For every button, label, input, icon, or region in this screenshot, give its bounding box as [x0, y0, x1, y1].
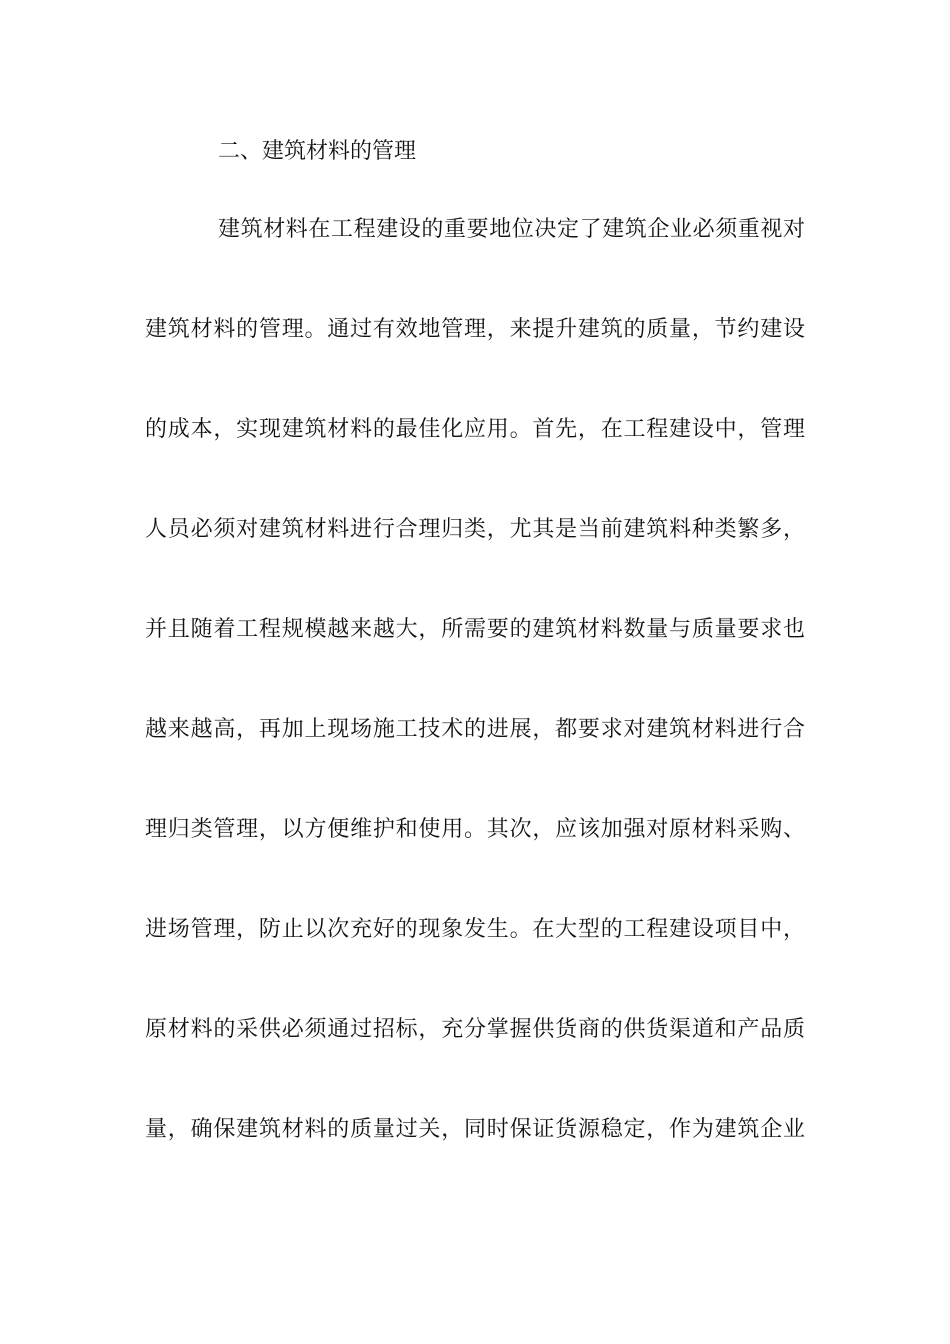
paragraph-line: 越来越高，再加上现场施工技术的进展，都要求对建筑材料进行合 — [145, 717, 805, 742]
body-paragraph — [145, 214, 805, 1214]
paragraph-line: 原材料的采供必须通过招标，充分掌握供货商的供货渠道和产品质 — [145, 1017, 805, 1042]
paragraph-line: 建筑材料在工程建设的重要地位决定了建筑企业必须重视对 — [218, 217, 805, 242]
paragraph-line: 建筑材料的管理。通过有效地管理，来提升建筑的质量，节约建设 — [145, 317, 805, 342]
paragraph-line: 并且随着工程规模越来越大，所需要的建筑材料数量与质量要求也 — [145, 617, 805, 642]
paragraph-line: 的成本，实现建筑材料的最佳化应用。首先，在工程建设中，管理 — [145, 417, 805, 442]
paragraph-line: 人员必须对建筑材料进行合理归类，尤其是当前建筑料种类繁多， — [145, 517, 805, 542]
paragraph-line: 进场管理，防止以次充好的现象发生。在大型的工程建设项目中， — [145, 917, 805, 942]
paragraph-line: 量，确保建筑材料的质量过关，同时保证货源稳定，作为建筑企业 — [145, 1117, 805, 1142]
section-heading: 二、建筑材料的管理 — [218, 139, 417, 164]
paragraph-line: 理归类管理，以方便维护和使用。其次，应该加强对原材料采购、 — [145, 817, 805, 842]
